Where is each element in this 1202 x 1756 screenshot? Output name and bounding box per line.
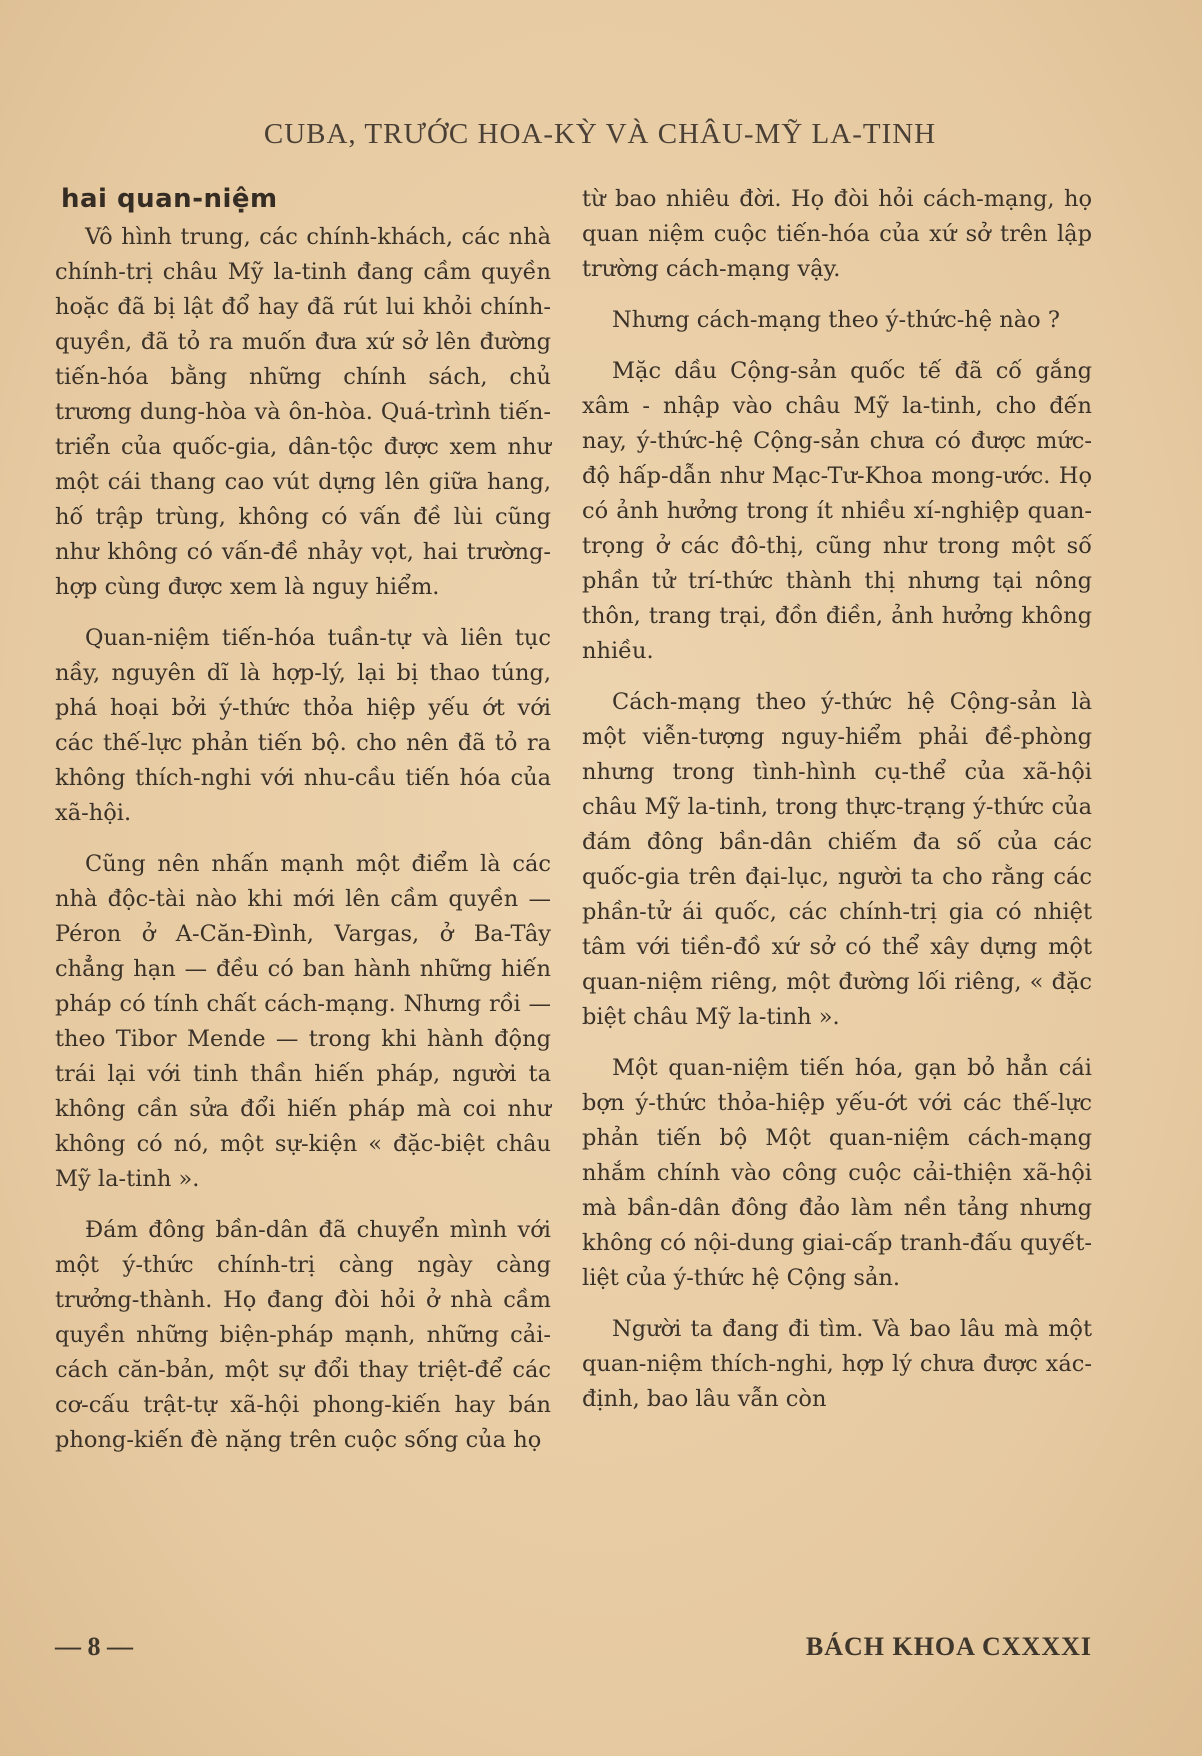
paragraph: Quan-niệm tiến-hóa tuần-tự và liên tục nầy, nguyên dĩ là hợp-lý, lại bị thao túng, phá hoại bởi ý-thức thỏa hiệp yếu ớt với các thế-lực phản tiến bộ. cho nên đã tỏ ra không thích-nghi với nhu-cầu tiến hóa của xã-hội.	[55, 625, 551, 826]
paragraph: Một quan-niệm tiến hóa, gạn bỏ hẳn cái bợn ý-thức thỏa-hiệp yếu-ớt với các thế-lực phản tiến bộ Một quan-niệm cách-mạng nhắm chính vào công cuộc cải-thiện xã-hội mà bần-dân đông đảo làm nền tảng nhưng không có nội-dung giai-cấp tranh-đấu quyết-liệt của ý-thức hệ Cộng sản.	[582, 1055, 1092, 1291]
paragraph-continuation: từ bao nhiêu đời. Họ đòi hỏi cách-mạng, họ quan niệm cuộc tiến-hóa của xứ sở trên lập trường cách-mạng vậy.	[582, 186, 1092, 282]
left-column	[55, 182, 551, 1474]
section-heading: hai quan-niệm	[61, 184, 278, 214]
page-number: — 8 —	[55, 1632, 133, 1661]
running-header: CUBA, TRƯỚC HOA-KỲ VÀ CHÂU-MỸ LA-TINH	[263, 118, 937, 150]
right-column	[582, 182, 1092, 1433]
paragraph: Mặc dầu Cộng-sản quốc tế đã cố gắng xâm - nhập vào châu Mỹ la-tinh, cho đến nay, ý-thức-hệ Cộng-sản chưa có được mức-độ hấp-dẫn như Mạc-Tư-Khoa mong-ước. Họ có ảnh hưởng trong ít nhiều xí-nghiệp quan-trọng ở các đô-thị, cũng như trong một số phần tử trí-thức thành thị nhưng tại nông thôn, trang trại, đồn điền, ảnh hưởng không nhiều.	[582, 358, 1092, 664]
paragraph: Vô hình trung, các chính-khách, các nhà chính-trị châu Mỹ la-tinh đang cầm quyền hoặc đã bị lật đổ hay đã rút lui khỏi chính-quyền, đã tỏ ra muốn đưa xứ sở lên đường tiến-hóa bằng những chính sách, chủ trương dung-hòa và ôn-hòa. Quá-trình tiến-triển của quốc-gia, dân-tộc được xem như một cái thang cao vút dựng lên giữa hang, hố trập trùng, không có vấn đề lùi cũng như không có vấn-đề nhảy vọt, hai trường-hợp cùng được xem là nguy hiểm.	[55, 224, 551, 600]
paragraph: Cũng nên nhấn mạnh một điểm là các nhà độc-tài nào khi mới lên cầm quyền — Péron ở A-Căn-Đình, Vargas, ở Ba-Tây chẳng hạn — đều có ban hành những hiến pháp có tính chất cách-mạng. Nhưng rồi — theo Tibor Mende — trong khi hành động trái lại với tinh thần hiến pháp, người ta không cần sửa đổi hiến pháp mà coi như không có nó, một sự-kiện « đặc-biệt châu Mỹ la-tinh ».	[55, 851, 551, 1192]
paragraph: Cách-mạng theo ý-thức hệ Cộng-sản là một viễn-tượng nguy-hiểm phải đề-phòng nhưng trong tình-hình cụ-thể của xã-hội châu Mỹ la-tinh, trong thực-trạng ý-thức của đám đông bần-dân chiếm đa số của các quốc-gia trên đại-lục, người ta cho rằng các phần-tử ái quốc, các chính-trị gia có nhiệt tâm với tiền-đồ xứ sở có thể xây dựng một quan-niệm riêng, một đường lối riêng, « đặc biệt châu Mỹ la-tinh ».	[582, 689, 1092, 1030]
paragraph: Người ta đang đi tìm. Và bao lâu mà một quan-niệm thích-nghi, hợp lý chưa được xác-định, bao lâu vẫn còn	[582, 1316, 1092, 1412]
paragraph: Nhưng cách-mạng theo ý-thức-hệ nào ?	[612, 307, 1060, 333]
paragraph: Đám đông bần-dân đã chuyển mình với một ý-thức chính-trị càng ngày càng trưởng-thành. Họ đang đòi hỏi ở nhà cầm quyền những biện-pháp mạnh, những cải-cách căn-bản, một sự đổi thay triệt-để các cơ-cấu trật-tự xã-hội phong-kiến hay bán phong-kiến đè nặng trên cuộc sống của họ	[55, 1217, 551, 1453]
magazine-name: BÁCH KHOA CXXXXI	[805, 1632, 1092, 1661]
